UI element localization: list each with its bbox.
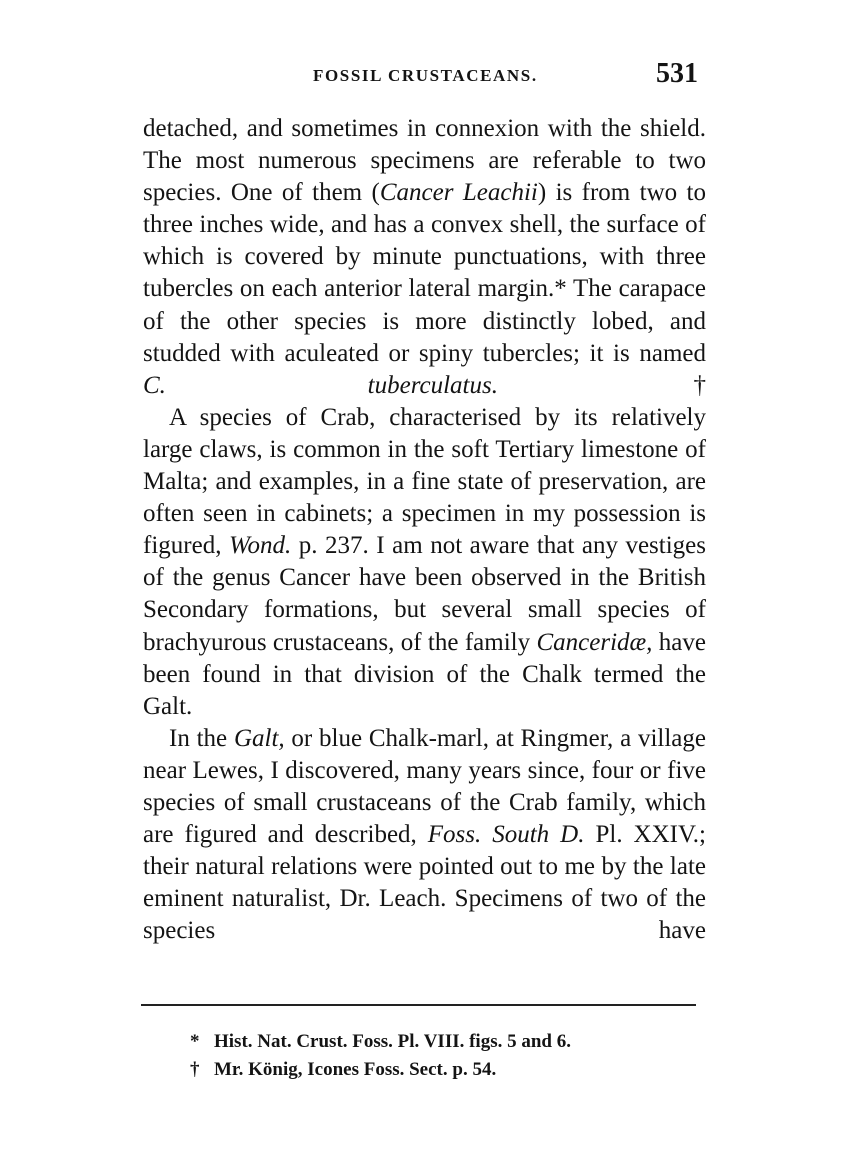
- paragraph-1-species-name-2: C. tuberculatus.: [143, 371, 498, 399]
- paragraph-3-reference: Foss. South D.: [427, 821, 585, 849]
- footnote-rule: [141, 1004, 696, 1006]
- paragraph-2: [143, 402, 706, 723]
- paragraph-3-text-e: Pl. XXIV.; their natural relations were pointed out to me by the late eminent naturalist, Dr. Leach. Specimens of two of the species have: [143, 821, 707, 945]
- paragraph-1-footnote-mark: †: [498, 371, 706, 399]
- body-text: [143, 113, 706, 947]
- footnote-1: [190, 1028, 710, 1056]
- paragraph-2-text-e: have been found in that division of the Chalk termed the Galt.: [143, 628, 706, 720]
- paragraph-1-text-c: ) is from two to three inches wide, and has a convex shell, the surface of which is covered by minute punctuations, with three tubercles on each anterior lateral margin.* The carapace of the other species is more distinctly lobed, and studded with aculeated or spiny tubercles; it is named: [143, 179, 706, 367]
- paragraph-2-text-a: A species of Crab, characterised by its relatively large claws, is common in the soft Tertiary limestone of Malta; and examples, in a fine state of preservation, are often seen in cabinets; a specimen in my possession is figured,: [143, 403, 706, 560]
- paragraph-3-formation-name: Galt,: [233, 724, 285, 752]
- page-number: 531: [656, 58, 698, 89]
- running-title: FOSSIL CRUSTACEANS.: [313, 66, 538, 85]
- paragraph-3: [143, 723, 706, 948]
- running-head: [143, 58, 706, 94]
- footnote-2-mark: †: [190, 1059, 200, 1080]
- paragraph-1-text-a: detached, and sometimes in connexion with the shield. The most numerous specimens are referable to two species. One of them (: [143, 115, 706, 207]
- footnotes: [190, 1028, 710, 1084]
- footnote-2-text: Mr. König, Icones Foss. Sect. p. 54.: [214, 1059, 497, 1080]
- footnote-1-text: Hist. Nat. Crust. Foss. Pl. VIII. figs. 5 and 6.: [214, 1031, 571, 1052]
- paragraph-2-family-name: Canceridæ,: [536, 628, 653, 656]
- paragraph-3-text-c: or blue Chalk-marl, at Ringmer, a village near Lewes, I discovered, many years since, four or five species of small crustaceans of the Crab family, which are figured and described,: [143, 724, 706, 849]
- paragraph-1-species-name: Cancer Leachii: [379, 179, 538, 207]
- paragraph-2-text-c: p. 237. I am not aware that any vestiges of the genus Cancer have been observed in the British Secondary formations, but several small species of brachyurous crustaceans, of the family: [143, 532, 706, 656]
- footnote-1-mark: *: [190, 1031, 200, 1052]
- footnote-2: [190, 1056, 710, 1084]
- paragraph-2-reference: Wond.: [228, 532, 292, 560]
- paragraph-1: [143, 113, 706, 402]
- paragraph-3-text-a: In the: [169, 724, 234, 752]
